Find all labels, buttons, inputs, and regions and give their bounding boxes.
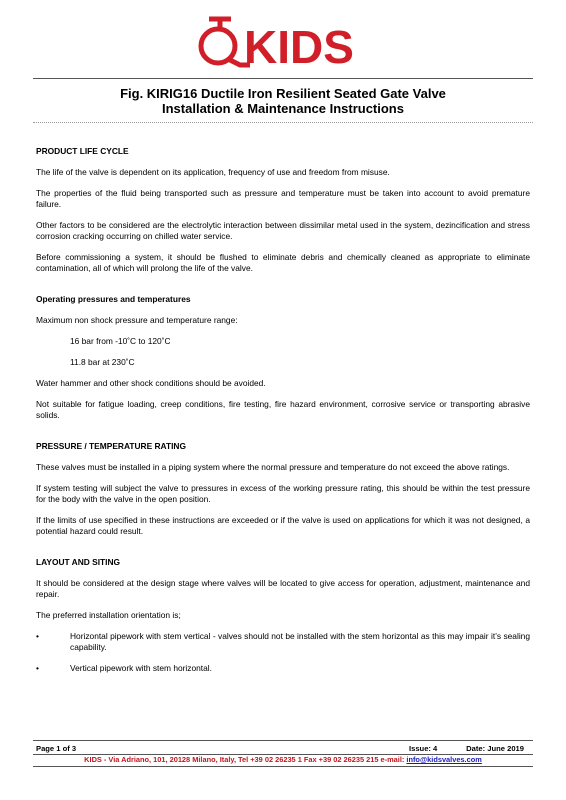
- logo-text: KIDS: [244, 21, 354, 68]
- list-item-text: Horizontal pipework with stem vertical - valves should not be installed with the stem horizontal as this may impair it’s sealing capability.: [70, 631, 530, 652]
- bullet-icon: •: [36, 663, 39, 673]
- paragraph: If system testing will subject the valve to pressures in excess of the working pressure rating, this should be within the test pressure for the body with the valve in the open position.: [36, 483, 530, 504]
- paragraph: It should be considered at the design stage where valves will be located to give access for operation, adjustment, maintenance and repair.: [36, 578, 530, 599]
- paragraph: The life of the valve is dependent on its application, frequency of use and freedom from misuse.: [36, 167, 390, 177]
- title-line-2: Installation & Maintenance Instructions: [162, 101, 404, 116]
- valve-handwheel-icon: [201, 19, 250, 65]
- list-item-text: Vertical pipework with stem horizontal.: [70, 663, 212, 673]
- issue-number: Issue: 4: [409, 744, 438, 753]
- orientation-list: [36, 631, 530, 674]
- list-item: [36, 631, 530, 653]
- email-link[interactable]: info@kidsvalves.com: [406, 755, 482, 764]
- paragraph: If the limits of use specified in these instructions are exceeded or if the valve is used on applications for which it was not designed, a potential hazard could result.: [36, 515, 530, 536]
- footer-meta: [36, 744, 530, 754]
- bullet-icon: •: [36, 631, 39, 641]
- title-line-1: Fig. KIRIG16 Ductile Iron Resilient Seated Gate Valve: [120, 86, 446, 101]
- company-address: KIDS - Via Adriano, 101, 20128 Milano, Italy, Tel +39 02 26235 1 Fax +39 02 26235 215 e-mail:: [84, 755, 407, 764]
- footer-rule-bottom: [33, 766, 533, 767]
- paragraph: Not suitable for fatigue loading, creep conditions, fire testing, fire hazard environment, corrosive service or transporting abrasive solids.: [36, 399, 530, 420]
- section-heading-rating: PRESSURE / TEMPERATURE RATING: [36, 441, 186, 451]
- paragraph: These valves must be installed in a piping system where the normal pressure and temperature do not exceed the above ratings.: [36, 462, 510, 472]
- section-heading-operating: Operating pressures and temperatures: [36, 294, 191, 304]
- section-heading-layout: LAYOUT AND SITING: [36, 557, 121, 567]
- footer-rule-top: [33, 740, 533, 741]
- paragraph: The properties of the fluid being transported such as pressure and temperature must be taken into account to avoid premature failure.: [36, 188, 530, 209]
- section-heading-life-cycle: PRODUCT LIFE CYCLE: [36, 146, 129, 156]
- paragraph: Other factors to be considered are the electrolytic interaction between dissimilar metal used in the system, dezincification and stress corrosion cracking occurring on chilled water service.: [36, 220, 530, 241]
- issue-date: Date: June 2019: [466, 744, 524, 753]
- page-title: [33, 86, 533, 116]
- page-number: Page 1 of 3: [36, 744, 77, 753]
- paragraph: Before commissioning a system, it should be flushed to eliminate debris and chemically cleaned as appropriate to eliminate contamination, all of which will prolong the life of the valve.: [36, 252, 530, 273]
- paragraph: Water hammer and other shock conditions should be avoided.: [36, 378, 266, 388]
- header-rule-bottom: [33, 122, 533, 123]
- document-body: [36, 146, 530, 684]
- pressure-range-2: 11.8 bar at 230˚C: [70, 357, 135, 367]
- paragraph: Maximum non shock pressure and temperature range:: [36, 315, 238, 325]
- pressure-range-1: 16 bar from -10˚C to 120˚C: [70, 336, 171, 346]
- header-rule-top: [33, 78, 533, 79]
- kids-logo: [188, 14, 378, 68]
- footer-address: [33, 755, 533, 764]
- list-item: [36, 663, 530, 674]
- paragraph: The preferred installation orientation is;: [36, 610, 181, 620]
